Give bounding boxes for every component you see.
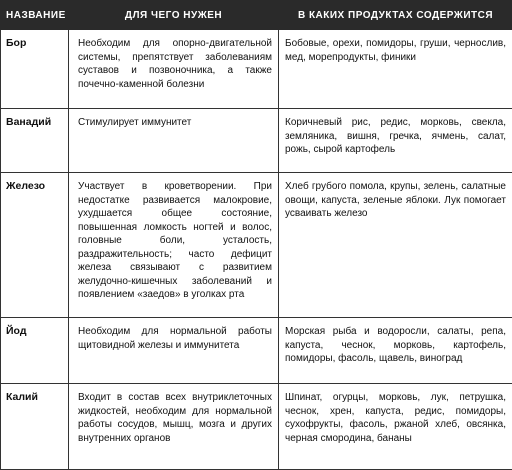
- element-foods: Коричневый рис, редис, морковь, свекла, земляника, вишня, гречка, ячмень, салат, рожь, сырой картофель: [279, 109, 512, 173]
- element-name: Йод: [1, 318, 69, 384]
- header-name: НАЗВАНИЕ: [1, 1, 69, 30]
- element-purpose: Входит в состав всех внутриклеточных жидкостей, необходим для нормальной работы сосудов, мышц, мозга и других внутренних органов: [69, 384, 279, 470]
- element-name: Ванадий: [1, 109, 69, 173]
- element-purpose: Участвует в кроветворении. При недостатке развивается малокровие, ухудшается общее состояние, повышенная ломкость ногтей и волос, головные боли, усталость, раздражительность; часто дефицит железа связывают с развитием желудочно-кишечных заболеваний и появлением «заедов» в уголках рта: [69, 173, 279, 318]
- element-foods: Шпинат, огурцы, морковь, лук, петрушка, чеснок, хрен, капуста, редис, помидоры, сухофрукты, фасоль, ржаной хлеб, овсянка, черная смородина, бананы: [279, 384, 512, 470]
- header-row: [1, 1, 512, 30]
- table-row-potassium: [1, 384, 512, 470]
- table-row-vanadium: [1, 109, 512, 173]
- element-foods: Морская рыба и водоросли, салаты, репа, капуста, чеснок, морковь, картофель, помидоры, фасоль, щавель, виноград: [279, 318, 512, 384]
- element-purpose: Стимулирует иммунитет: [69, 109, 279, 173]
- table-row-iodine: [1, 318, 512, 384]
- element-purpose: Необходим для опорно-двигательной системы, препятствует заболеваниям суставов и позвоночника, а также почечно-каменной болезни: [69, 30, 279, 109]
- header-purpose: ДЛЯ ЧЕГО НУЖЕН: [69, 1, 279, 30]
- header-foods: В КАКИХ ПРОДУКТАХ СОДЕРЖИТСЯ: [279, 1, 512, 30]
- element-foods: Хлеб грубого помола, крупы, зелень, салатные овощи, капуста, зеленые яблоки. Лук помогает усваивать железо: [279, 173, 512, 318]
- element-name: Бор: [1, 30, 69, 109]
- element-foods: Бобовые, орехи, помидоры, груши, чернослив, мед, морепродукты, финики: [279, 30, 512, 109]
- element-purpose: Необходим для нормальной работы щитовидной железы и иммунитета: [69, 318, 279, 384]
- element-name: Калий: [1, 384, 69, 470]
- table-row-bor: [1, 30, 512, 109]
- table-row-iron: [1, 173, 512, 318]
- element-name: Железо: [1, 173, 69, 318]
